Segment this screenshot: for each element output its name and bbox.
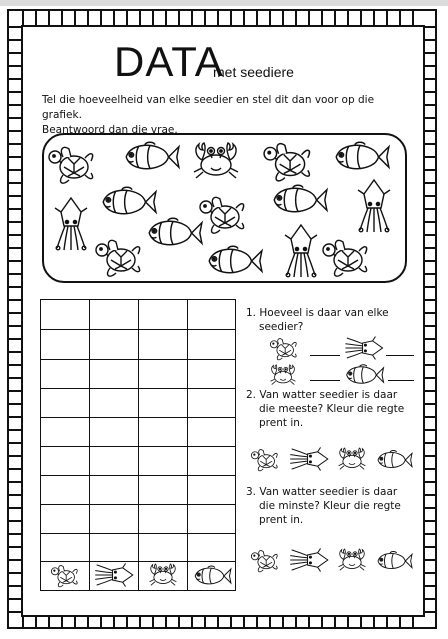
border-tick: [113, 10, 115, 25]
fish-icon: [191, 563, 233, 589]
question-3-line-3: prent in.: [259, 514, 304, 526]
border-tick: [87, 616, 89, 628]
border-tick: [74, 10, 76, 25]
border-tick: [424, 169, 436, 171]
question-1-line-2: seedier?: [259, 321, 304, 333]
border-tick: [178, 10, 180, 25]
squid-icon: [93, 562, 135, 588]
border-tick: [424, 104, 436, 106]
pictograph-grid: [40, 299, 236, 591]
border-tick: [243, 10, 245, 25]
border-tick: [8, 104, 22, 106]
border-tick: [424, 481, 436, 483]
squid-icon[interactable]: [288, 446, 330, 472]
border-tick: [424, 559, 436, 561]
border-tick: [424, 117, 436, 119]
border-tick: [8, 286, 22, 288]
crab-icon: [262, 362, 304, 388]
border-tick: [8, 546, 22, 548]
border-tick: [8, 455, 22, 457]
border-tick: [8, 338, 22, 340]
border-tick: [282, 10, 284, 25]
border-tick: [424, 91, 436, 93]
fish-icon: [143, 214, 205, 252]
border-tick: [35, 616, 37, 628]
border-tick: [8, 585, 22, 587]
turtle-icon[interactable]: [244, 548, 286, 574]
border-tick: [321, 10, 323, 25]
border-tick: [230, 616, 232, 628]
question-1-line-1: Hoeveel is daar van elke: [259, 307, 389, 319]
border-tick: [8, 52, 22, 54]
border-tick: [100, 10, 102, 25]
answer-blank-squid[interactable]: [386, 355, 414, 356]
answer-blank-crab[interactable]: [310, 380, 340, 381]
border-tick: [424, 403, 436, 405]
border-tick: [424, 221, 436, 223]
border-tick: [8, 247, 22, 249]
border-tick: [8, 611, 22, 613]
border-tick: [8, 78, 22, 80]
border-tick: [321, 616, 323, 628]
border-tick: [269, 616, 271, 628]
border-tick: [424, 390, 436, 392]
border-tick: [424, 416, 436, 418]
border-tick: [8, 481, 22, 483]
border-tick: [424, 442, 436, 444]
turtle-icon: [262, 336, 306, 362]
question-3-number: 3.: [246, 486, 257, 498]
border-tick: [424, 351, 436, 353]
border-tick: [8, 533, 22, 535]
border-tick: [424, 377, 436, 379]
border-tick: [8, 91, 22, 93]
border-tick: [399, 10, 401, 25]
border-tick: [8, 234, 22, 236]
border-tick: [8, 598, 22, 600]
border-tick: [8, 143, 22, 145]
border-tick: [424, 65, 436, 67]
border-tick: [48, 616, 50, 628]
fish-icon[interactable]: [374, 548, 414, 574]
border-tick: [386, 616, 388, 628]
border-tick: [217, 10, 219, 25]
border-tick: [424, 598, 436, 600]
border-tick: [8, 221, 22, 223]
border-tick: [204, 616, 206, 628]
turtle-icon: [320, 236, 372, 280]
border-tick: [8, 169, 22, 171]
squid-icon: [355, 178, 393, 234]
border-tick: [424, 455, 436, 457]
question-2-line-2: die meeste? Kleur die regte: [259, 403, 405, 415]
border-tick: [152, 616, 154, 628]
border-tick: [8, 195, 22, 197]
border-tick: [87, 10, 89, 25]
border-tick: [61, 616, 63, 628]
border-tick: [8, 377, 22, 379]
border-tick: [424, 325, 436, 327]
border-tick: [8, 429, 22, 431]
border-tick: [373, 10, 375, 25]
border-tick: [347, 10, 349, 25]
crab-icon: [190, 138, 242, 184]
border-tick: [386, 10, 388, 25]
page-title: DATA: [114, 38, 224, 85]
border-tick: [424, 520, 436, 522]
border-tick: [424, 78, 436, 80]
border-tick: [178, 616, 180, 628]
fish-icon: [330, 138, 392, 176]
border-tick: [191, 10, 193, 25]
border-tick: [8, 260, 22, 262]
border-tick: [424, 208, 436, 210]
border-tick: [295, 616, 297, 628]
squid-icon: [344, 334, 384, 362]
border-tick: [424, 156, 436, 158]
border-tick: [8, 351, 22, 353]
border-tick: [424, 468, 436, 470]
border-tick: [334, 616, 336, 628]
border-tick: [8, 117, 22, 119]
border-tick: [8, 182, 22, 184]
instruction-line-2: Beantwoord dan die vrae.: [42, 124, 178, 136]
border-tick: [243, 616, 245, 628]
top-strip: [0, 0, 448, 6]
border-tick: [8, 364, 22, 366]
border-tick: [8, 507, 22, 509]
border-tick: [360, 616, 362, 628]
question-1-number: 1.: [246, 307, 257, 319]
border-tick: [424, 195, 436, 197]
border-tick: [424, 364, 436, 366]
border-tick: [204, 10, 206, 25]
fish-icon: [120, 138, 182, 176]
border-tick: [8, 208, 22, 210]
squid-icon: [283, 222, 319, 280]
border-tick: [256, 616, 258, 628]
border-tick: [152, 10, 154, 25]
squid-icon: [52, 196, 90, 252]
border-tick: [424, 299, 436, 301]
border-tick: [230, 10, 232, 25]
question-1: [246, 306, 389, 334]
squid-icon[interactable]: [288, 547, 330, 573]
question-3: [246, 485, 401, 527]
border-tick: [424, 52, 436, 54]
border-tick: [424, 611, 436, 613]
crab-icon: [142, 561, 184, 589]
border-tick: [126, 10, 128, 25]
border-tick: [8, 520, 22, 522]
question-3-line-2: die minste? Kleur die regte: [259, 500, 401, 512]
border-tick: [139, 616, 141, 628]
turtle-icon: [262, 139, 314, 185]
border-tick: [8, 442, 22, 444]
border-tick: [334, 10, 336, 25]
border-tick: [139, 10, 141, 25]
border-tick: [424, 273, 436, 275]
border-tick: [8, 468, 22, 470]
border-tick: [48, 10, 50, 25]
border-tick: [424, 286, 436, 288]
border-tick: [424, 585, 436, 587]
border-tick: [347, 616, 349, 628]
border-tick: [373, 616, 375, 628]
crab-icon[interactable]: [332, 445, 372, 473]
border-tick: [424, 546, 436, 548]
border-tick: [424, 507, 436, 509]
question-2: [246, 388, 404, 430]
answer-blank-fish[interactable]: [388, 380, 414, 381]
border-tick: [424, 429, 436, 431]
turtle-icon: [47, 142, 97, 188]
question-3-line-1: Van watter seedier is daar: [259, 486, 398, 498]
border-tick: [100, 616, 102, 628]
border-tick: [424, 533, 436, 535]
page-subtitle: met seediere: [213, 64, 294, 80]
border-tick: [35, 10, 37, 25]
border-tick: [126, 616, 128, 628]
border-tick: [8, 572, 22, 574]
border-tick: [308, 10, 310, 25]
border-tick: [424, 572, 436, 574]
border-tick: [424, 260, 436, 262]
border-tick: [424, 39, 436, 41]
border-tick: [424, 312, 436, 314]
border-tick: [8, 39, 22, 41]
fish-icon[interactable]: [374, 447, 414, 473]
border-tick: [8, 494, 22, 496]
turtle-icon: [198, 193, 248, 237]
border-tick: [8, 559, 22, 561]
answer-blank-turtle[interactable]: [310, 355, 340, 356]
border-tick: [8, 403, 22, 405]
border-tick: [424, 143, 436, 145]
border-tick: [360, 10, 362, 25]
border-tick: [424, 182, 436, 184]
turtle-icon: [44, 563, 86, 589]
border-tick: [282, 616, 284, 628]
question-2-line-1: Van watter seedier is daar: [259, 389, 398, 401]
border-tick: [424, 234, 436, 236]
border-tick: [412, 10, 414, 25]
question-2-line-3: prent in.: [259, 417, 304, 429]
fish-icon: [203, 242, 265, 280]
border-tick: [8, 130, 22, 132]
border-tick: [8, 299, 22, 301]
border-tick: [424, 26, 436, 28]
border-tick: [256, 10, 258, 25]
border-tick: [424, 130, 436, 132]
border-tick: [191, 616, 193, 628]
border-tick: [399, 616, 401, 628]
fish-icon: [268, 181, 330, 219]
border-tick: [8, 26, 22, 28]
border-tick: [8, 156, 22, 158]
crab-icon[interactable]: [332, 546, 372, 574]
border-tick: [217, 616, 219, 628]
border-tick: [165, 10, 167, 25]
turtle-icon: [93, 236, 145, 280]
border-tick: [424, 338, 436, 340]
border-tick: [74, 616, 76, 628]
border-tick: [424, 494, 436, 496]
instructions: [42, 93, 412, 138]
border-tick: [8, 273, 22, 275]
border-tick: [269, 10, 271, 25]
turtle-icon[interactable]: [244, 447, 286, 473]
fish-icon: [342, 362, 386, 388]
border-tick: [8, 325, 22, 327]
border-tick: [308, 616, 310, 628]
border-tick: [165, 616, 167, 628]
border-tick: [412, 616, 414, 628]
border-tick: [8, 65, 22, 67]
question-2-number: 2.: [246, 389, 257, 401]
border-tick: [113, 616, 115, 628]
border-tick: [22, 10, 24, 25]
border-tick: [8, 312, 22, 314]
border-tick: [295, 10, 297, 25]
border-tick: [22, 616, 24, 628]
border-tick: [8, 390, 22, 392]
border-tick: [61, 10, 63, 25]
border-tick: [8, 416, 22, 418]
instruction-line-1: Tel die hoeveelheid van elke seedier en stel dit dan voor op die grafiek.: [42, 94, 375, 121]
border-tick: [424, 247, 436, 249]
